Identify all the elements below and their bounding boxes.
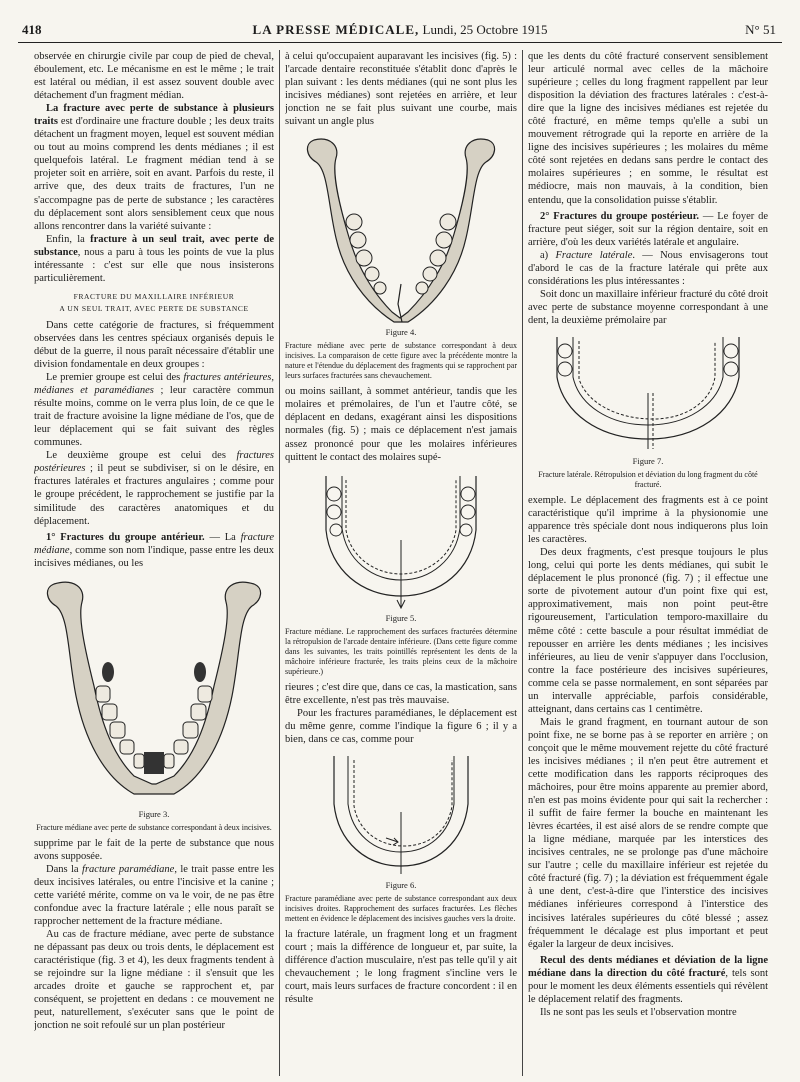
paragraph bbox=[528, 249, 768, 288]
bold-lead: Recul des dents médianes et déviation de la ligne médiane dans la direction du côté fracturé bbox=[528, 954, 768, 979]
figure-7 bbox=[528, 333, 768, 490]
text: , le trait passe entre les deux incisives latérales, ou entre l'incisive et la canine ; cette variété mérite, comme on va le voir, de ne pas être confondue avec la fracture latérale ; elle nous paraît se rapprocher nettement de la fracture médiane. bbox=[34, 863, 274, 928]
italic-text: fracture médiane bbox=[34, 531, 274, 556]
text: Le deuxième groupe est celui des bbox=[46, 450, 237, 462]
bold-lead: fracture à un seul trait, avec perte de substance bbox=[34, 233, 274, 258]
figure-caption: Fracture latérale. Rétropulsion et déviation du long fragment du côté fracturé. bbox=[538, 470, 758, 490]
paragraph bbox=[528, 954, 768, 1006]
bold-lead: La fracture avec perte de substance à plusieurs traits bbox=[34, 103, 274, 128]
figure-label: Figure 4. bbox=[385, 327, 417, 338]
paragraph: Soit donc un maxillaire inférieur fracturé du côté droit avec perte de substance moyenne correspondant à une dent, la deuxième prémolaire par bbox=[528, 288, 768, 326]
bold-lead: 2° Fractures du groupe postérieur. bbox=[540, 210, 700, 222]
paragraph bbox=[34, 449, 274, 527]
issue-number: N° 51 bbox=[745, 22, 776, 37]
text: ; il peut se subdiviser, si on le désire, en fractures latérales et fractures angulaires ; comme pour le groupe précédent, le rapprochement se justifie par la similitude des caractères anatomiques et du déplacement. bbox=[34, 463, 274, 527]
section-heading bbox=[34, 291, 274, 315]
text: , comme son nom l'indique, passe entre les deux incisives médianes, ou les bbox=[34, 544, 274, 569]
column-right bbox=[528, 50, 768, 1076]
paragraph: observée en chirurgie civile par coup de pied de cheval, éboulement, etc. Le mécanisme en est le même ; le trait est latéral ou médian, il est assez souvent double avec détachement d'un fragment médian. bbox=[34, 51, 274, 102]
text: est d'ordinaire une fracture double ; les deux traits détachent un fragment moyen, lequel est souvent médian ou tout au moins comprend les dents médianes ; il est quelquefois latéral. Le fragment médian tend à se projeter soit en arrière, soit en avant. Parfois du reste, il arrive que, des deux traits de fractures, l'un ne s'accompagne pas de perte de substance ; les caractères du déplacement sont alors sensiblement ceux que nous allons rencontrer dans la variété suivante : bbox=[34, 116, 274, 232]
dental-arch-diagram bbox=[326, 752, 476, 877]
paragraph: Pour les fractures paramédianes, le déplacement est du même genre, comme l'indique la figure 6 ; il y a bien, dans ce cas, comme pour bbox=[285, 707, 517, 745]
figure-3 bbox=[34, 576, 274, 833]
mandible-front-illustration bbox=[34, 576, 274, 806]
page-header bbox=[18, 22, 782, 43]
figure-caption: Fracture médiane avec perte de substance correspondant à deux incisives. bbox=[36, 822, 272, 832]
paragraph: que les dents du côté fracturé conservent sensiblement leur articulé normal avec celles de la mâchoire supérieure ; celles du long fragment rappellent par leur disposition la déviation des fractures latérales : c'est-à-dire que la ligne des incisives médianes est rejetée du côté fracturé, en même temps qu'elle a subi un mouvement rétrograde qui la reporte en arrière de la ligne des incisives supérieures ; les molaires du même côté sont rejetées en dedans sans perdre le contact des molaires supérieures ; en somme, le résultat est médiocre, mais non mauvais, à la condition, bien entendu, que la consolidation puisse s'établir. bbox=[528, 51, 768, 206]
text: . — Nous envisagerons tout d'abord le cas de la fracture latérale qui prête aux considérations les plus intéressantes : bbox=[528, 249, 768, 287]
italic-text: fractures antérieures, médianes et paramédianes bbox=[34, 372, 274, 397]
text: ; leur caractère commun résulte moins, comme on le verra plus loin, de ce que le trait de fracture avoisine la ligne médiane de l'os, que de leur déplacement qui se fait suivant des règles communes. bbox=[34, 385, 274, 449]
text: , tels sont pour le moment les deux éléments essentiels qui révèlent le déplacement relatif des fragments. bbox=[528, 967, 768, 1005]
italic-text: fractures postérieures bbox=[34, 450, 274, 475]
paragraph: Des deux fragments, c'est presque toujours le plus long, celui qui porte les dents médianes, qui subit le déplacement le plus prononcé (fig. 7) ; il effectue une sorte de pivotement autour d'un point fixe qui est, approximativement, mais non point peut-être rigoureusement, l'articulation temporo-maxillaire du même côté : cette bascule a pour résultat immédiat de repousser en arrière les dents médianes ; les incisives inférieures, au lieu de venir s'appuyer dans l'occlusion, contre la face postérieure des incisives supérieures, comme cela se passe normalement, en sont séparées par un intervalle appréciable, parfois considérable, atteignant, dans certains cas 1 centimètre. bbox=[528, 547, 768, 715]
paragraph: Mais le grand fragment, en tournant autour de son point fixe, ne se borne pas à se reporter en arrière ; on conçoit que le même mouvement rejette du côté fracturé les incisives médianes ; il n'en peut être autrement et cette modification dans les rapports réciproques des mâchoires, pour être moins apparente au premier abord, n'en est pas moins évidente pour qui sait la rechercher : il suffit de faire fermer la bouche en maintenant les lèvres écartées, il est aisé alors de se rendre compte que la ligne médiane, marquée par les interstices des incisives centrales, ne se prolonge pas d'une mâchoire sur l'autre ; celle du maxillaire inférieur est rejetée du côté fracturé (fig. 7) ; la déviation est fréquemment égale à une dent, c'est-à-dire que l'interstice des incisives médianes inférieures correspond à l'interstice des incisives latérales supérieures du côté blessé ; assez fréquemment le décalage est plus important et peut égaler la largeur de deux incisives. bbox=[528, 716, 768, 950]
bold-lead: 1° Fractures du groupe antérieur. bbox=[46, 531, 205, 543]
text: Enfin, la bbox=[46, 233, 91, 245]
figure-label: Figure 7. bbox=[632, 455, 664, 466]
subsection-heading bbox=[34, 531, 274, 570]
italic-text: fracture paramédiane bbox=[82, 863, 175, 875]
paragraph: exemple. Le déplacement des fragments est à ce point caractéristique qu'il imprime à la physionomie une apparence très spéciale dont nous indiquerons plus loin les caractères. bbox=[528, 495, 768, 546]
issue-date: Lundi, 25 Octobre 1915 bbox=[422, 22, 548, 37]
paragraph: rieures ; c'est dire que, dans ce cas, la mastication, sans être excellente, n'est pas très mauvaise. bbox=[285, 681, 517, 706]
paragraph: Ils ne sont pas les seuls et l'observation montre bbox=[540, 1006, 737, 1018]
text: Le premier groupe est celui des bbox=[46, 372, 184, 384]
column-middle bbox=[285, 50, 517, 1076]
journal-title: LA PRESSE MÉDICALE, bbox=[252, 22, 420, 37]
figure-caption: Fracture médiane. Le rapprochement des surfaces fracturées détermine la rétropulsion de l'arcade dentaire inférieure. (Dans cette figure comme dans les suivantes, les traits pointillés représentent les dents de la mâchoire inférieure fracturée, les traits pleins ceux de la mâchoire supérieure.) bbox=[285, 626, 517, 676]
paragraph bbox=[34, 102, 274, 232]
paragraph bbox=[34, 863, 274, 928]
section-heading-line: A UN SEUL TRAIT, AVEC PERTE DE SUBSTANCE bbox=[59, 303, 249, 313]
paragraph: la fracture latérale, un fragment long et un fragment court ; mais la différence de longueur et, par suite, la différence d'action musculaire, n'est pas telle qu'il y ait chevauchement ; le long fragment s'incline vers le court, mais leurs surfaces de fracture concordent : il en résulte bbox=[285, 928, 517, 1006]
column-rule bbox=[522, 50, 523, 1076]
paragraph bbox=[34, 233, 274, 285]
column-left bbox=[34, 50, 274, 1076]
section-heading-line: FRACTURE DU MAXILLAIRE INFÉRIEUR bbox=[73, 291, 235, 301]
figure-6 bbox=[285, 752, 517, 924]
dental-arch-diagram bbox=[543, 333, 753, 453]
figure-5 bbox=[285, 470, 517, 677]
figure-label: Figure 5. bbox=[385, 612, 417, 623]
paragraph: ou moins saillant, à sommet antérieur, tandis que les molaires et prémolaires, de l'un et l'autre côté, se déplacent en dedans, exagérant ainsi les dispositions normales (fig. 5) ; mais ce déplacement n'est jamais assez prononcé pour que les molaires inférieures quittent le contact des molaires supé- bbox=[285, 386, 517, 463]
text: Dans la bbox=[46, 863, 83, 875]
subsection-heading bbox=[528, 210, 768, 249]
figure-label: Figure 6. bbox=[385, 879, 417, 890]
figure-label: Figure 3. bbox=[138, 808, 170, 819]
page-number: 418 bbox=[22, 22, 42, 37]
figure-caption: Fracture paramédiane avec perte de substance correspondant aux deux incisives droites. Rapprochement des surfaces fracturées. Les flèches mettent en évidence le déplacement des incisives gauches vers la droite. bbox=[285, 893, 517, 923]
text: a) bbox=[540, 249, 556, 261]
paragraph: Au cas de fracture médiane, avec perte de substance ne dépassant pas deux ou trois dents, le déplacement est caractéristique (fig. 3 et 4), les deux fragments tendent à se rejoindre sur la ligne médiane : il s'ensuit que les arcades droite et gauche se rapprochent et, par conséquent, se projettent en dedans : ce mouvement ne peut, naturellement, s'exécuter sans que le point de jonction ne soit refoulé sur un plan postérieur bbox=[34, 929, 274, 1032]
text: , nous a paru à tous les points de vue la plus intéressante : c'est sur elle que nous insisterons particulièrement. bbox=[34, 246, 274, 284]
paragraph: à celui qu'occupaient auparavant les incisives (fig. 5) : l'arcade dentaire reconstituée s'établit donc d'après le plan suivant : les dents médianes (qui ne sont plus les incisives médianes) sont rejetées en arrière, et leur jonction ne se fait plus suivant une courbe, mais suivant un angle plus bbox=[285, 51, 517, 128]
paragraph bbox=[34, 371, 274, 449]
figure-caption: Fracture médiane avec perte de substance correspondant à deux incisives. La comparaison de cette figure avec la précédente montre la nature et l'étendue du déplacement des fragments qui se rapprochent par leurs surfaces fracturées sans chevauchement. bbox=[285, 341, 517, 381]
italic-text: Fracture latérale bbox=[555, 249, 633, 261]
dental-arch-diagram bbox=[316, 470, 486, 610]
paragraph: Dans cette catégorie de fractures, si fréquemment observées dans les centres spéciaux organisés depuis le début de la guerre, il nous paraît nécessaire d'établir une division fondamentale en deux groupes : bbox=[34, 319, 274, 370]
text: — Le foyer de fracture peut siéger, soit sur la région dentaire, soit en arrière, d'où les deux variétés latérale et angulaire. bbox=[528, 210, 768, 248]
paragraph: supprime par le fait de la perte de substance que nous avons supposée. bbox=[34, 837, 274, 862]
text: — La bbox=[204, 531, 241, 543]
figure-4 bbox=[285, 134, 517, 381]
mandible-fracture-illustration bbox=[296, 134, 506, 324]
column-rule bbox=[279, 50, 280, 1076]
journal-title-line bbox=[18, 22, 782, 38]
